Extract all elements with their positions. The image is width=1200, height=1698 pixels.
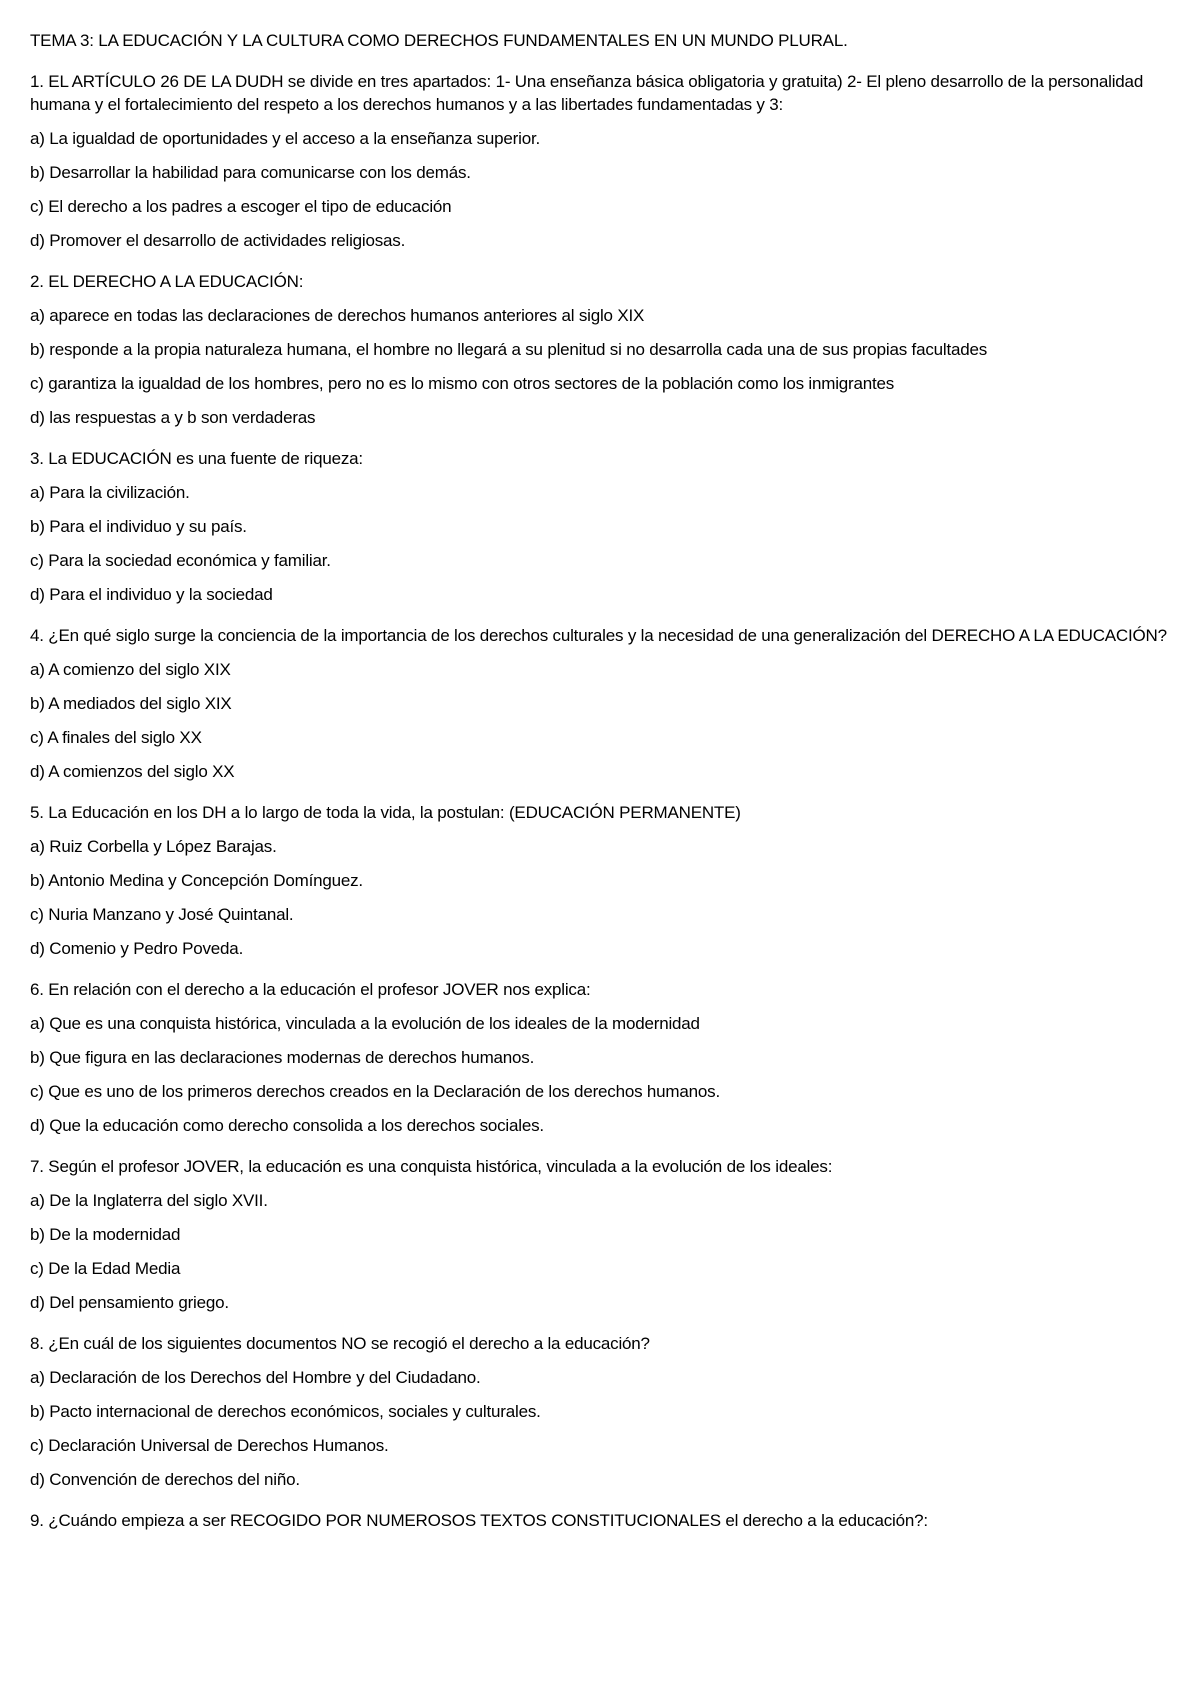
question-text: 2. EL DERECHO A LA EDUCACIÓN: bbox=[30, 272, 304, 291]
question-7 bbox=[30, 1155, 1180, 1314]
answer-option-c: c) De la Edad Media bbox=[30, 1259, 181, 1278]
answer-option-d: d) Para el individuo y la sociedad bbox=[30, 585, 273, 604]
question-text: 3. La EDUCACIÓN es una fuente de riqueza: bbox=[30, 449, 363, 468]
answer-option-d: d) Que la educación como derecho consolida a los derechos sociales. bbox=[30, 1116, 544, 1135]
question-text: 7. Según el profesor JOVER, la educación es una conquista histórica, vinculada a la evolución de los ideales: bbox=[30, 1157, 833, 1176]
document-title: TEMA 3: LA EDUCACIÓN Y LA CULTURA COMO DERECHOS FUNDAMENTALES EN UN MUNDO PLURAL. bbox=[30, 31, 848, 50]
answer-option-b: b) Que figura en las declaraciones modernas de derechos humanos. bbox=[30, 1048, 535, 1067]
question-9 bbox=[30, 1509, 1180, 1532]
answer-option-d: d) Del pensamiento griego. bbox=[30, 1293, 229, 1312]
answer-option-c: c) garantiza la igualdad de los hombres, pero no es lo mismo con otros sectores de la población como los inmigrantes bbox=[30, 374, 895, 393]
answer-option-d: d) Convención de derechos del niño. bbox=[30, 1470, 300, 1489]
question-text: 1. EL ARTÍCULO 26 DE LA DUDH se divide en tres apartados: 1- Una enseñanza básica obligatoria y gratuita) 2- El pleno desarrollo de la personalidad humana y el fortalecimiento del respeto a los derechos humanos y a las libertades fundamentadas y 3: bbox=[30, 72, 1144, 114]
answer-option-b: b) Pacto internacional de derechos económicos, sociales y culturales. bbox=[30, 1402, 541, 1421]
answer-option-a: a) Para la civilización. bbox=[30, 483, 190, 502]
answer-option-a: a) La igualdad de oportunidades y el acceso a la enseñanza superior. bbox=[30, 129, 540, 148]
answer-option-b: b) Antonio Medina y Concepción Domínguez. bbox=[30, 871, 363, 890]
question-5 bbox=[30, 801, 1180, 960]
question-1 bbox=[30, 70, 1180, 252]
answer-option-c: c) El derecho a los padres a escoger el tipo de educación bbox=[30, 197, 452, 216]
answer-option-d: d) Promover el desarrollo de actividades religiosas. bbox=[30, 231, 406, 250]
answer-option-d: d) A comienzos del siglo XX bbox=[30, 762, 235, 781]
answer-option-b: b) responde a la propia naturaleza humana, el hombre no llegará a su plenitud si no desarrolla cada una de sus propias facultades bbox=[30, 340, 988, 359]
answer-option-a: a) aparece en todas las declaraciones de derechos humanos anteriores al siglo XIX bbox=[30, 306, 645, 325]
answer-option-a: a) Ruiz Corbella y López Barajas. bbox=[30, 837, 277, 856]
question-3 bbox=[30, 447, 1180, 606]
answer-option-c: c) Declaración Universal de Derechos Humanos. bbox=[30, 1436, 389, 1455]
question-text: 4. ¿En qué siglo surge la conciencia de la importancia de los derechos culturales y la necesidad de una generalización del DERECHO A LA EDUCACIÓN? bbox=[30, 626, 1167, 645]
answer-option-a: a) Que es una conquista histórica, vinculada a la evolución de los ideales de la modernidad bbox=[30, 1014, 700, 1033]
document-page bbox=[30, 30, 1180, 1550]
question-6 bbox=[30, 978, 1180, 1137]
question-2 bbox=[30, 270, 1180, 429]
answer-option-c: c) Nuria Manzano y José Quintanal. bbox=[30, 905, 294, 924]
answer-option-c: c) Que es uno de los primeros derechos creados en la Declaración de los derechos humanos. bbox=[30, 1082, 720, 1101]
answer-option-a: a) A comienzo del siglo XIX bbox=[30, 660, 231, 679]
question-text: 5. La Educación en los DH a lo largo de toda la vida, la postulan: (EDUCACIÓN PERMANENTE) bbox=[30, 803, 741, 822]
answer-option-c: c) Para la sociedad económica y familiar. bbox=[30, 551, 331, 570]
question-text: 9. ¿Cuándo empieza a ser RECOGIDO POR NUMEROSOS TEXTOS CONSTITUCIONALES el derecho a la educación?: bbox=[30, 1511, 928, 1530]
answer-option-b: b) De la modernidad bbox=[30, 1225, 181, 1244]
answer-option-b: b) Desarrollar la habilidad para comunicarse con los demás. bbox=[30, 163, 471, 182]
question-text: 8. ¿En cuál de los siguientes documentos NO se recogió el derecho a la educación? bbox=[30, 1334, 650, 1353]
answer-option-b: b) A mediados del siglo XIX bbox=[30, 694, 232, 713]
answer-option-c: c) A finales del siglo XX bbox=[30, 728, 202, 747]
answer-option-a: a) Declaración de los Derechos del Hombre y del Ciudadano. bbox=[30, 1368, 481, 1387]
question-8 bbox=[30, 1332, 1180, 1491]
answer-option-d: d) las respuestas a y b son verdaderas bbox=[30, 408, 316, 427]
answer-option-b: b) Para el individuo y su país. bbox=[30, 517, 247, 536]
answer-option-a: a) De la Inglaterra del siglo XVII. bbox=[30, 1191, 268, 1210]
answer-option-d: d) Comenio y Pedro Poveda. bbox=[30, 939, 244, 958]
question-4 bbox=[30, 624, 1180, 783]
question-text: 6. En relación con el derecho a la educación el profesor JOVER nos explica: bbox=[30, 980, 591, 999]
